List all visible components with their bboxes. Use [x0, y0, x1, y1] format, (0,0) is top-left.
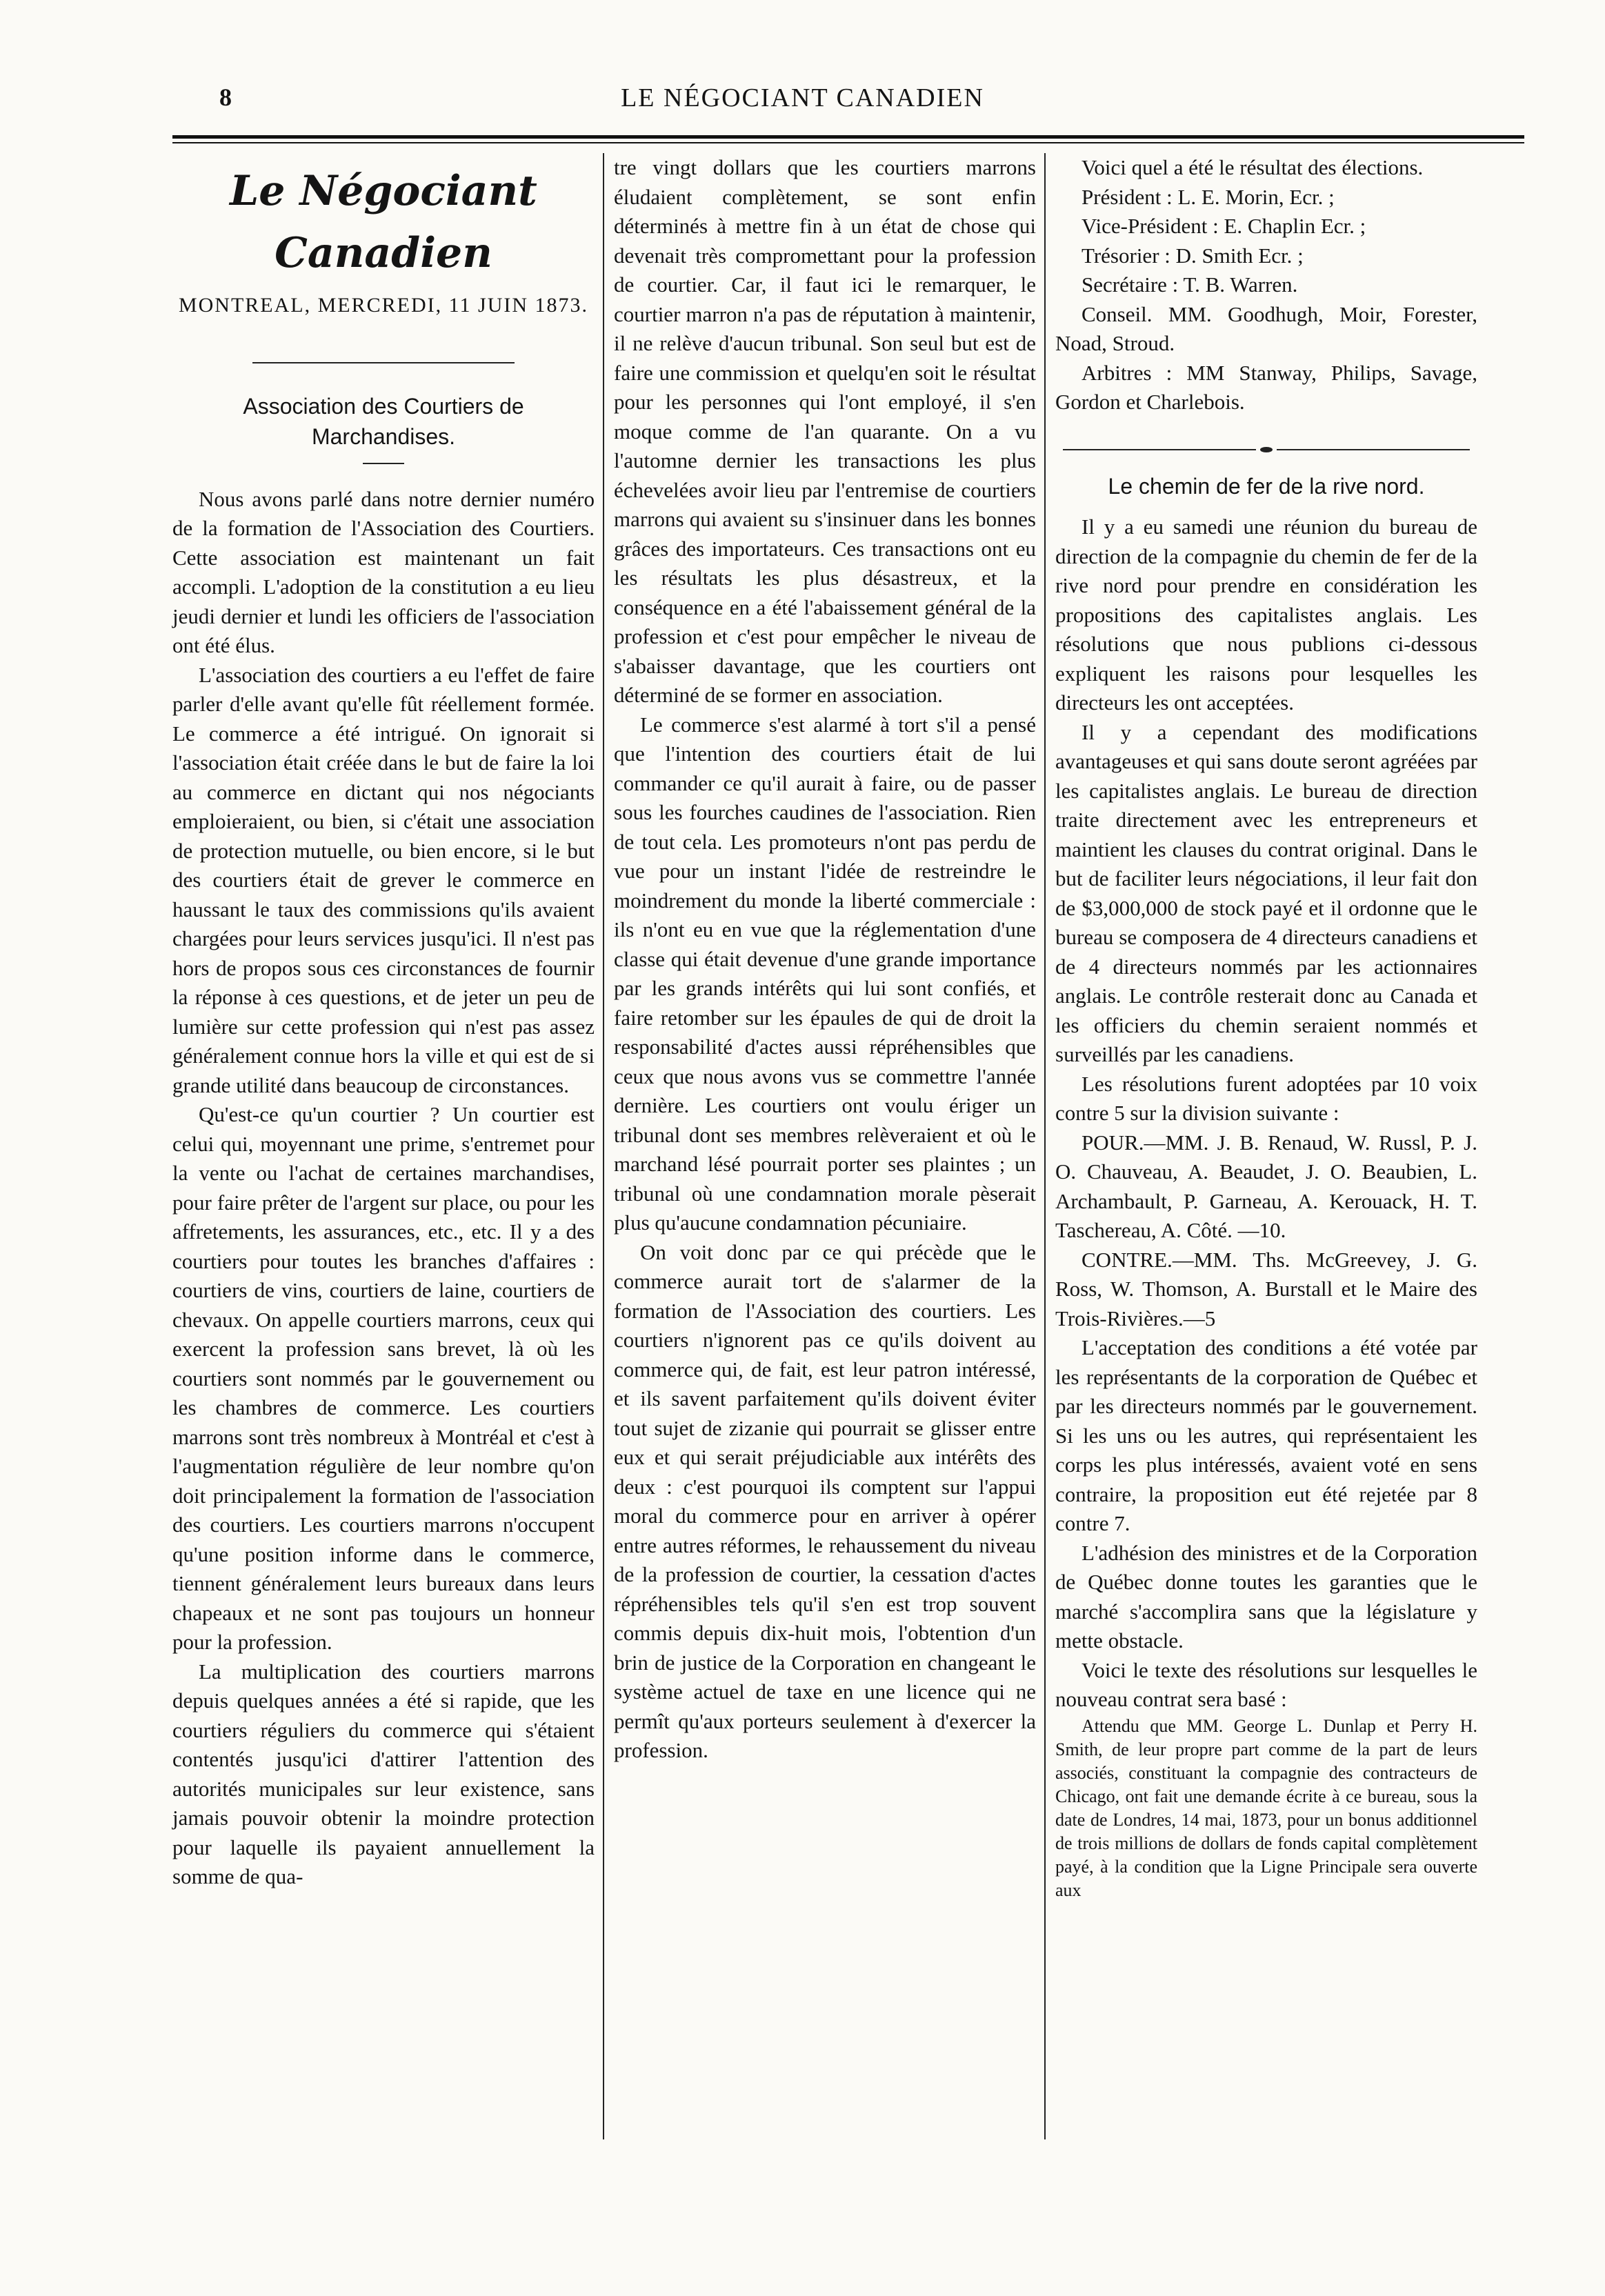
header-rule	[172, 135, 1524, 139]
officer-line: Secrétaire : T. B. Warren.	[1081, 272, 1298, 297]
header-rule-thin	[172, 142, 1524, 143]
page-number: 8	[219, 83, 232, 111]
officer-line: Conseil. MM. Goodhugh, Moir, Forester, Noad, Stroud.	[1055, 301, 1477, 355]
column-divider	[603, 153, 604, 2139]
paragraph: L'acceptation des conditions a été votée par les représentants de la corporation de Québec et par les directeurs nommés par le gouvernement. Si les uns ou les autres, qui représentaient les corps les plus intéressés, avaient voté en sens contraire, la proposition eut été rejetée par 8 contre 7.	[1055, 1335, 1477, 1535]
column-2	[614, 153, 1036, 1766]
officer-line: Président : L. E. Morin, Ecr. ;	[1081, 184, 1335, 209]
column-1	[172, 153, 595, 1892]
paragraph: Il y a cependant des modifications avantageuses et qui sans doute seront agréées par les capitalistes anglais. Le bureau de direction traite directement avec les entrepreneurs et maintient les clauses du contrat original. Dans le but de faciliter leurs négociations, il leur fait don de $3,000,000 de stock payé et il ordonne que le bureau se composera de 4 directeurs canadiens et de 4 directeurs nommés par les actionnaires anglais. Le contrôle resterait donc au Canada et les officiers du chemin seraient nommés et surveillés par les canadiens.	[1055, 719, 1477, 1066]
paragraph: tre vingt dollars que les courtiers marrons éludaient complètement, se sont enfin déterminés à mettre fin à un état de chose qui devenait très compromettant pour la profession de courtier. Car, il faut ici le remarquer, le courtier marron n'a pas de réputation à maintenir, il ne relève d'aucun tribunal. Son seul but est de faire une commission et quelqu'en soit le résultat pour les personnes qui l'ont employé, il s'en moque comme de l'an quarante. On a vu l'automne dernier les transactions les plus échevelées avoir lieu par l'entremise de courtiers marrons qui avaient su s'insinuer dans les bonnes grâces des importateurs. Ces transactions ont eu les résultats les plus désastreux, et la conséquence en a été l'abaissement général de la profession et c'est pour empêcher le niveau de s'abaisser davantage, que les courtiers ont déterminé de se former en association.	[614, 155, 1036, 707]
dateline: MONTREAL, MERCREDI, 11 JUIN 1873.	[178, 294, 589, 317]
paragraph: CONTRE.—MM. Ths. McGreevey, J. G. Ross, W. Thomson, A. Burstall et le Maire des Trois-Rivières.—5	[1055, 1247, 1477, 1330]
column-divider	[1044, 153, 1046, 2139]
paragraph: Voici le texte des résolutions sur lesquelles le nouveau contrat sera basé :	[1055, 1657, 1477, 1711]
title-rule	[363, 463, 404, 464]
officer-line: Vice-Président : E. Chaplin Ecr. ;	[1081, 214, 1366, 238]
paragraph: POUR.—MM. J. B. Renaud, W. Russl, P. J. O. Chauveau, A. Beaudet, J. O. Beaubien, L. Archambault, P. Garneau, A. Kerouack, H. T. Taschereau, A. Côté. —10.	[1055, 1130, 1477, 1242]
paragraph: La multiplication des courtiers marrons depuis quelques années a été si rapide, que les courtiers réguliers du commerce qui s'étaient contentés jusqu'ici d'attirer l'attention des autorités municipales sur leur existence, sans jamais pouvoir obtenir la moindre protection pour laquelle ils payaient annuellement la somme de qua-	[172, 1659, 595, 1888]
paragraph: Il y a eu samedi une réunion du bureau de direction de la compagnie du chemin de fer de la rive nord pour prendre en considération les propositions des capitalistes anglais. Les résolutions que nous publions ci-dessous expliquent les raisons pour lesquelles les directeurs les ont acceptées.	[1055, 515, 1477, 715]
article-title: Le chemin de fer de la rive nord.	[1108, 474, 1425, 499]
masthead-title: Le Négociant Canadien	[230, 167, 537, 277]
paragraph: Qu'est-ce qu'un courtier ? Un courtier est celui qui, moyennant une prime, s'entremet pour la vente ou l'achat de certaines marchandises, pour faire prêter de l'argent sur place, ou pour les affretements, les assurances, etc., etc. Il y a des courtiers pour toutes les branches d'affaires : courtiers de vins, courtiers de laine, courtiers de chevaux. On appelle courtiers marrons, ceux qui exercent la profession sans brevet, là où les courtiers sont nommés par le gouvernement ou les chambres de commerce. Les courtiers marrons sont très nombreux à Montréal et c'est à l'augmentation régulière de leur nombre qu'on doit principalement la formation de l'association des courtiers. Les courtiers marrons n'occupent qu'une position informe dans le commerce, tiennent généralement leurs bureaux dans leurs chapeaux et ne sont pas toujours un honneur pour la profession.	[172, 1102, 595, 1654]
paragraph: Le commerce s'est alarmé à tort s'il a pensé que l'intention des courtiers était de lui commander ce qu'il aurait à faire, ou de passer sous les fourches caudines de l'association. Rien de tout cela. Les promoteurs n'ont pas perdu de vue pour un instant l'idée de restreindre le moindrement du monde la liberté commerciale : ils n'ont eu en vue que la réglementation d'une classe qui était devenue d'une grande importance par les grands intérêts qui lui sont confiés, et faire retomber sur les épaules de qui de droit la responsabilité d'actes aussi répréhensibles que ceux que nous avons vus se commettre l'année dernière. Les courtiers ont voulu ériger un tribunal dont ses membres relèveraient et où le marchand lésé pourrait porter ses plaintes ; un tribunal où une condamnation morale pèserait plus qu'aucune condamnation pécuniaire.	[614, 712, 1036, 1235]
paragraph: Voici quel a été le résultat des élections.	[1081, 155, 1424, 179]
column-3	[1055, 153, 1477, 1902]
ornamental-rule	[1055, 434, 1477, 463]
running-title: LE NÉGOCIANT CANADIEN	[621, 83, 984, 112]
officer-line: Trésorier : D. Smith Ecr. ;	[1081, 243, 1304, 268]
paragraph: Les résolutions furent adoptées par 10 voix contre 5 sur la division suivante :	[1055, 1071, 1477, 1125]
paragraph-small: Attendu que MM. George L. Dunlap et Perry H. Smith, de leur propre part comme de la part de leurs associés, constituant la compagnie des contracteurs de Chicago, ont fait une demande écrite à ce bureau, sous la date de Londres, 14 mai, 1873, pour un bonus additionnel de trois millions de dollars de fonds capital complètement payé, à la condition que la Ligne Principale sera ouverte aux	[1055, 1715, 1477, 1900]
section-rule	[252, 362, 515, 363]
officer-line: Arbitres : MM Stanway, Philips, Savage, Gordon et Charlebois.	[1055, 360, 1477, 414]
paragraph: On voit donc par ce qui précède que le commerce aurait tort de s'alarmer de la formation de l'Association des courtiers. Les courtiers n'ignorent pas ce qu'ils doivent au commerce qui, de fait, est leur patron intéressé, et ils savent parfaitement qu'ils doivent éviter tout sujet de zizanie qui pourrait se glisser entre eux et qui serait préjudiciable aux intérêts des deux : c'est pourquoi ils comptent sur l'appui moral du commerce pour en arriver à opérer entre autres réformes, le rehaussement du niveau de la profession de courtier, la cessation d'actes répréhensibles tels qu'il s'en est trop souvent commis depuis dix-huit mois, l'obtention d'un brin de justice de la Corporation en changeant le système actuel de taxe en une licence qui ne permît qu'aux porteurs seulement à d'exercer la profession.	[614, 1239, 1036, 1762]
paragraph: L'adhésion des ministres et de la Corporation de Québec donne toutes les garanties que le marché s'accomplira sans que la législature y mette obstacle.	[1055, 1540, 1477, 1653]
paragraph: Nous avons parlé dans notre dernier numéro de la formation de l'Association des Courtiers. Cette association est maintenant un fait accompli. L'adoption de la constitution a eu lieu jeudi dernier et lundi les officiers de l'association ont été élus.	[172, 486, 595, 657]
paragraph: L'association des courtiers a eu l'effet de faire parler d'elle avant qu'elle fût réellement formée. Le commerce a été intrigué. On ignorait si l'association était créée dans le but de faire la loi au commerce en dictant qui nos négociants emploieraient, ou bien, si c'était une association de protection mutuelle, ou bien encore, si le but des courtiers était de grever le commerce en haussant le taux des commissions qu'ils avaient chargées pour leurs services jusqu'ici. Il n'est pas hors de propos sous ces circonstances de fournir la réponse à ces questions, et de jeter un peu de lumière sur cette profession qui n'est pas assez généralement connue hors la ville et qui est de si grande utilité dans beaucoup de circonstances.	[172, 662, 595, 1097]
article-title: Association des Courtiers de Marchandises.	[243, 393, 524, 449]
